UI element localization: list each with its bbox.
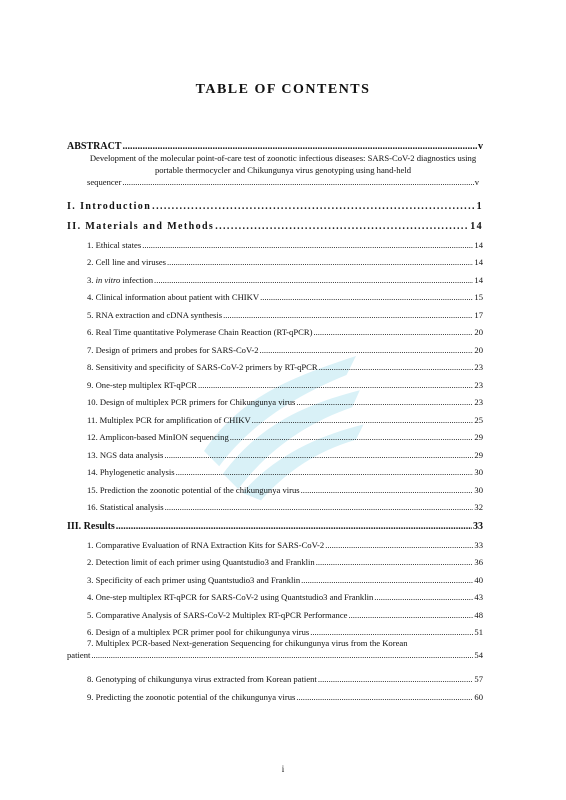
leader-dots bbox=[223, 310, 473, 320]
toc-item-label: 10. Design of multiplex PCR primers for Chikungunya virus bbox=[87, 397, 296, 407]
toc-item-label: 15. Prediction the zoonotic potential of the chikungunya virus bbox=[87, 484, 300, 495]
toc-item-page: 54 bbox=[474, 650, 483, 660]
toc-item-page: 57 bbox=[474, 674, 483, 684]
toc-item[interactable] bbox=[67, 390, 483, 408]
toc-item[interactable] bbox=[67, 267, 483, 285]
toc-item-label: 13. NGS data analysis bbox=[87, 449, 164, 460]
toc-item[interactable] bbox=[67, 407, 483, 425]
toc-item-label: 1. Comparative Evaluation of RNA Extraction Kits for SARS-CoV-2 bbox=[87, 539, 325, 550]
toc-item-italic: in vitro bbox=[95, 274, 121, 285]
toc-item-label: 9. One-step multiplex RT-qPCR bbox=[87, 379, 197, 390]
leader-dots bbox=[165, 502, 474, 512]
toc-item-page: 48 bbox=[474, 609, 483, 620]
leader-dots bbox=[164, 450, 473, 460]
leader-dots bbox=[260, 292, 473, 302]
toc-item-label: 1. Ethical states bbox=[87, 239, 142, 250]
toc-item-page: 20 bbox=[474, 344, 483, 355]
leader-dots bbox=[301, 575, 473, 585]
abstract-subtitle-text: Development of the molecular point-of-care test of zoonotic infectious diseases: SARS-CoV-2 diagnostics using portable thermocycler and Chikungunya virus genotyping using hand-held bbox=[89, 153, 477, 175]
leader-dots bbox=[230, 432, 474, 442]
toc-entry-page: v bbox=[474, 177, 479, 187]
leader-dots bbox=[296, 692, 473, 702]
leader-dots bbox=[167, 257, 473, 267]
toc-entry-page: v bbox=[478, 141, 483, 152]
toc-item[interactable] bbox=[67, 232, 483, 250]
toc-item-page: 14 bbox=[474, 239, 483, 250]
toc-item[interactable] bbox=[67, 425, 483, 443]
leader-dots bbox=[318, 674, 474, 684]
toc-item-label: 5. RNA extraction and cDNA synthesis bbox=[87, 309, 223, 320]
toc-item[interactable] bbox=[67, 442, 483, 460]
toc-item-page: 29 bbox=[474, 449, 483, 460]
toc-item-label: 2. Cell line and viruses bbox=[87, 257, 167, 267]
toc-entry-abstract-subtitle[interactable] bbox=[67, 152, 483, 188]
toc-item-label: 8. Sensitivity and specificity of SARS-CoV-2 primers by RT-qPCR bbox=[87, 362, 318, 372]
leader-dots bbox=[198, 380, 473, 390]
leader-dots bbox=[142, 240, 473, 250]
toc-item[interactable] bbox=[67, 355, 483, 373]
abstract-subtitle-last-line: sequencer bbox=[87, 177, 122, 187]
toc-section-3[interactable] bbox=[67, 512, 483, 532]
toc-section-page: 1 bbox=[476, 201, 483, 212]
toc-item[interactable] bbox=[67, 495, 483, 513]
toc-section-label: III. Results bbox=[67, 521, 115, 532]
page-number: i bbox=[281, 764, 285, 774]
toc-item-label: 4. Clinical information about patient with CHIKV bbox=[87, 292, 260, 302]
leader-dots bbox=[122, 141, 477, 152]
toc-item-label: 5. Comparative Analysis of SARS-CoV-2 Multiplex RT-qPCR Performance bbox=[87, 609, 348, 620]
toc-entry-abstract[interactable] bbox=[67, 132, 483, 152]
toc-item-page: 14 bbox=[474, 257, 483, 267]
toc-item-label bbox=[87, 275, 153, 285]
leader-dots bbox=[313, 327, 473, 337]
toc-section-label: I. Introduction bbox=[67, 201, 152, 212]
toc-item[interactable] bbox=[67, 602, 483, 620]
leader-dots bbox=[316, 557, 474, 567]
leader-dots bbox=[296, 397, 473, 407]
toc-item[interactable] bbox=[67, 460, 483, 478]
toc-item-page: 36 bbox=[474, 557, 483, 567]
toc-item[interactable] bbox=[67, 550, 483, 568]
toc-item-label: 6. Real Time quantitative Polymerase Chain Reaction (RT-qPCR) bbox=[87, 327, 313, 337]
toc-item-label: 4. One-step multiplex RT-qPCR for SARS-CoV-2 using Quantstudio3 and Franklin bbox=[87, 592, 374, 602]
toc-entry-label: ABSTRACT bbox=[67, 141, 122, 152]
toc-section-1[interactable] bbox=[67, 192, 483, 212]
toc-item-label: 3. Specificity of each primer using Quantstudio3 and Franklin bbox=[87, 574, 301, 585]
leader-dots bbox=[260, 345, 474, 355]
toc-item-page: 33 bbox=[474, 539, 483, 550]
toc-section-page: 14 bbox=[470, 221, 483, 232]
toc-item[interactable] bbox=[67, 585, 483, 603]
toc-item-page: 17 bbox=[474, 309, 483, 320]
toc-item[interactable] bbox=[67, 337, 483, 355]
toc-item[interactable] bbox=[67, 667, 483, 685]
toc-item-page: 20 bbox=[474, 327, 483, 337]
toc-item-suffix: infection bbox=[120, 274, 154, 285]
toc-item[interactable] bbox=[67, 532, 483, 550]
toc-item-page: 30 bbox=[474, 467, 483, 477]
leader-dots bbox=[152, 201, 475, 212]
leader-dots bbox=[252, 415, 474, 425]
toc-item[interactable] bbox=[67, 320, 483, 338]
leader-dots bbox=[325, 540, 473, 550]
toc-item-label: 6. Design of a multiplex PCR primer pool for chikungunya virus bbox=[87, 627, 310, 637]
leader-dots bbox=[154, 275, 473, 285]
toc-item-label: 9. Predicting the zoonotic potential of the chikungunya virus bbox=[87, 691, 296, 702]
toc-item-prefix: 3. bbox=[87, 274, 96, 285]
toc-item[interactable] bbox=[67, 250, 483, 268]
toc-item-page: 60 bbox=[474, 691, 483, 702]
leader-dots bbox=[301, 485, 474, 495]
leader-dots bbox=[348, 610, 473, 620]
toc-item[interactable] bbox=[67, 302, 483, 320]
toc-item[interactable] bbox=[67, 637, 483, 661]
leader-dots bbox=[176, 467, 474, 477]
toc-item-label: 8. Genotyping of chikungunya virus extracted from Korean patient bbox=[87, 674, 317, 684]
toc-item-label: 7. Multiplex PCR-based Next-generation Sequencing for chikungunya virus from the Korean bbox=[87, 638, 408, 648]
toc-item-label: 11. Multiplex PCR for amplification of CHIKV bbox=[87, 414, 251, 425]
toc-item[interactable] bbox=[67, 567, 483, 585]
page-title: TABLE OF CONTENTS bbox=[195, 82, 371, 97]
toc-item-label: 14. Phylogenetic analysis bbox=[87, 467, 175, 477]
toc-item[interactable] bbox=[67, 372, 483, 390]
toc-item-page: 23 bbox=[474, 397, 483, 407]
toc-item-label-continued: patient bbox=[67, 650, 91, 660]
toc-item-page: 51 bbox=[474, 627, 483, 637]
toc-item-page: 29 bbox=[474, 432, 483, 442]
toc-item-page: 25 bbox=[474, 414, 483, 425]
toc-item-label: 12. Amplicon-based MinION sequencing bbox=[87, 432, 229, 442]
toc-section-label: II. Materials and Methods bbox=[67, 221, 215, 232]
toc-item-page: 43 bbox=[474, 592, 483, 602]
toc-item[interactable] bbox=[67, 684, 483, 702]
toc-item-label: 16. Statistical analysis bbox=[87, 502, 164, 512]
toc-item-label: 7. Design of primers and probes for SARS-CoV-2 bbox=[87, 344, 259, 355]
toc-item-page: 23 bbox=[474, 362, 483, 372]
toc-item[interactable] bbox=[67, 285, 483, 303]
leader-dots bbox=[122, 176, 473, 188]
leader-dots bbox=[374, 592, 473, 602]
toc-item-page: 40 bbox=[474, 574, 483, 585]
toc-section-2[interactable] bbox=[67, 212, 483, 232]
leader-dots bbox=[310, 627, 473, 637]
toc-item[interactable] bbox=[67, 477, 483, 495]
toc-item-page: 23 bbox=[474, 379, 483, 390]
leader-dots bbox=[319, 362, 474, 372]
toc-item-page: 15 bbox=[474, 292, 483, 302]
table-of-contents bbox=[67, 132, 483, 702]
toc-section-page: 33 bbox=[473, 521, 483, 532]
leader-dots bbox=[116, 521, 472, 532]
leader-dots bbox=[91, 649, 473, 661]
toc-item-label: 2. Detection limit of each primer using Quantstudio3 and Franklin bbox=[87, 557, 315, 567]
toc-item-page: 30 bbox=[474, 484, 483, 495]
toc-item-page: 14 bbox=[474, 274, 483, 285]
toc-sections bbox=[67, 192, 483, 702]
toc-item[interactable] bbox=[67, 620, 483, 638]
leader-dots bbox=[215, 221, 469, 232]
toc-item-page: 32 bbox=[474, 502, 483, 512]
